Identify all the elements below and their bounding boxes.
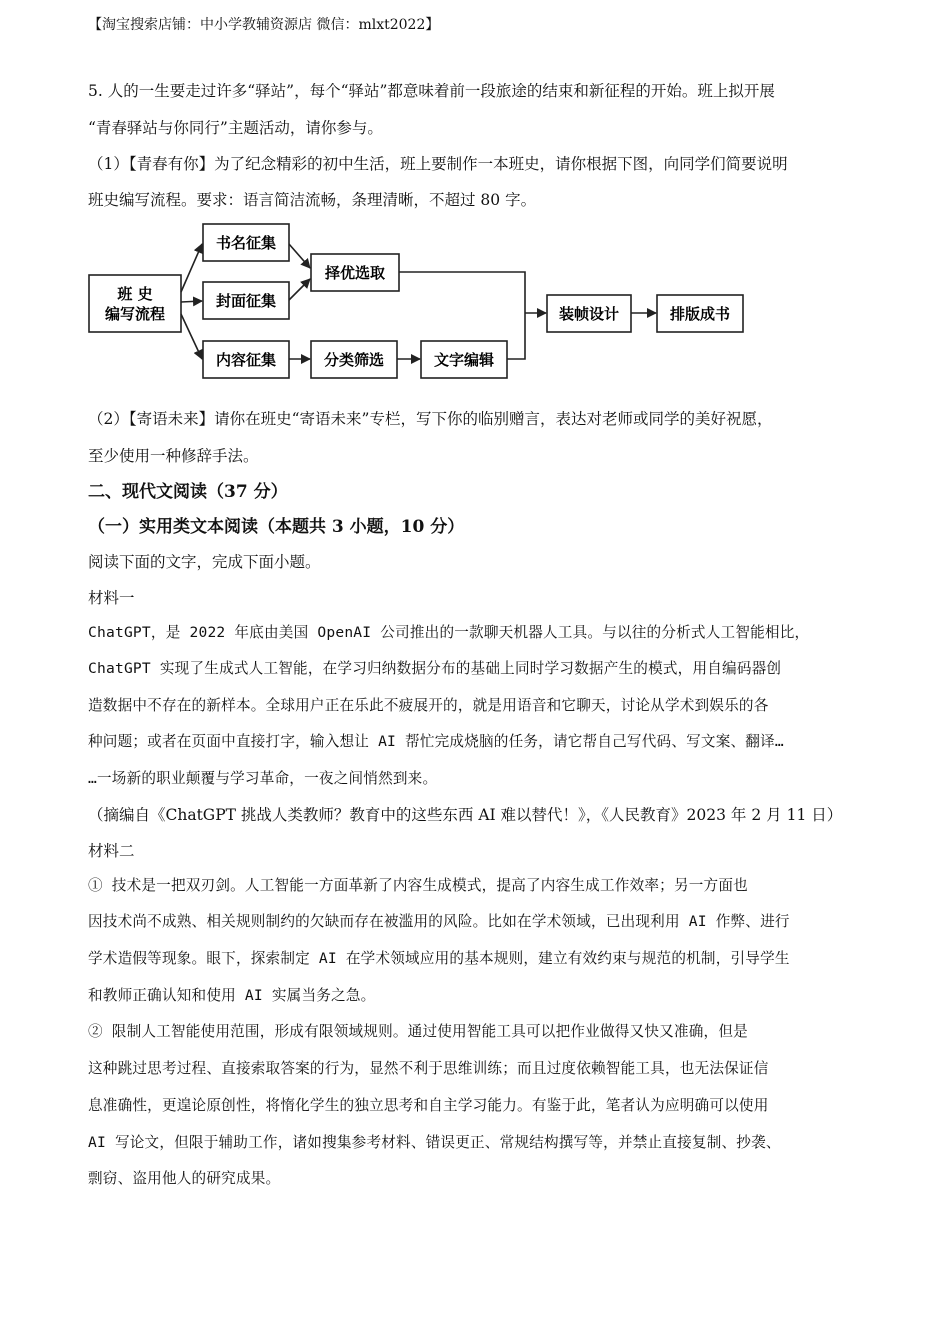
- flow-label-select: 择优选取: [324, 264, 386, 282]
- store-header: 【淘宝搜索店铺：中小学教辅资源店 微信：mlxt2022】: [88, 17, 440, 33]
- material-1-source: （摘编自《ChatGPT 挑战人类教师？教育中的这些东西 AI 难以替代！》，《人民教育》2023 年 2 月 11 日）: [88, 806, 843, 824]
- flow-label-design: 装帧设计: [558, 305, 620, 323]
- material-1-line: 造数据中不存在的新样本。全球用户正在乐此不疲展开的，就是用语音和它聊天，讨论从学术到娱乐的各: [88, 697, 769, 714]
- question-5-intro-line2: “青春驿站与你同行”主题活动，请你参与。: [88, 119, 383, 137]
- flow-label-publish: 排版成书: [669, 305, 731, 323]
- flow-label-edit: 文字编辑: [433, 351, 495, 369]
- subsection-title: （一）实用类文本阅读（本题共 3 小题，10 分）: [88, 517, 465, 537]
- flow-start-box: [89, 275, 181, 332]
- material-1-line: ChatGPT 实现了生成式人工智能，在学习归纳数据分布的基础上同时学习数据产生的模式，用自编码器创: [88, 660, 782, 677]
- material-2-line: 这种跳过思考过程、直接索取答案的行为，显然不利于思维训练；而且过度依赖智能工具，也无法保证信: [88, 1060, 769, 1077]
- reading-instruction: 阅读下面的文字，完成下面小题。: [88, 553, 321, 571]
- flowchart: [85, 220, 750, 385]
- part2-prompt-line2: 至少使用一种修辞手法。: [88, 447, 259, 465]
- material-1-line: 种问题；或者在页面中直接打字，输入想让 AI 帮忙完成烧脑的任务，请它帮自己写代码、写文案、翻译…: [88, 733, 784, 750]
- part2-prompt-line1: （2）【寄语未来】请你在班史“寄语未来”专栏，写下你的临别赠言，表达对老师或同学的美好祝愿，: [88, 410, 773, 428]
- material-2-line: ② 限制人工智能使用范围，形成有限领域规则。通过使用智能工具可以把作业做得又快又准确，但是: [88, 1023, 748, 1040]
- flow-label-cover: 封面征集: [215, 292, 277, 310]
- material-1-label: 材料一: [88, 589, 135, 607]
- part1-prompt-line2: 班史编写流程。要求：语言简洁流畅，条理清晰，不超过 80 字。: [88, 191, 537, 209]
- material-1-line: ChatGPT，是 2022 年底由美国 OpenAI 公司推出的一款聊天机器人工具。与以往的分析式人工智能相比，: [88, 624, 810, 641]
- material-2-line: 学术造假等现象。眼下，探索制定 AI 在学术领域应用的基本规则，建立有效约束与规范的机制，引导学生: [88, 950, 790, 967]
- question-5-intro-line1: 5. 人的一生要走过许多“驿站”，每个“驿站”都意味着前一段旅途的结束和新征程的开始。班上拟开展: [88, 82, 775, 100]
- material-2-line: AI 写论文，但限于辅助工作，诸如搜集参考材料、错误更正、常规结构撰写等，并禁止直接复制、抄袭、: [88, 1134, 781, 1151]
- material-2-line: 因技术尚不成熟、相关规则制约的欠缺而存在被滥用的风险。比如在学术领域，已出现利用 AI 作弊、进行: [88, 913, 790, 930]
- material-1-line: …一场新的职业颠覆与学习革命，一夜之间悄然到来。: [88, 770, 438, 787]
- material-2-label: 材料二: [88, 842, 135, 860]
- part1-prompt-line1: （1）【青春有你】为了纪念精彩的初中生活，班上要制作一本班史，请你根据下图，向同学们简要说明: [88, 155, 788, 173]
- material-2-line: ① 技术是一把双刃剑。人工智能一方面革新了内容生成模式，提高了内容生成工作效率；另一方面也: [88, 877, 748, 894]
- material-2-line: 息准确性，更遑论原创性，将惰化学生的独立思考和自主学习能力。有鉴于此，笔者认为应明确可以使用: [88, 1097, 769, 1114]
- flow-label-book-name: 书名征集: [215, 234, 277, 252]
- material-2-line: 剽窃、盗用他人的研究成果。: [88, 1170, 281, 1187]
- material-2-line: 和教师正确认知和使用 AI 实属当务之急。: [88, 987, 376, 1004]
- flow-start-label-2: 编写流程: [104, 305, 166, 323]
- section-title: 二、现代文阅读（37 分）: [88, 482, 288, 502]
- flow-label-classify: 分类筛选: [323, 351, 385, 369]
- flow-label-content: 内容征集: [215, 351, 277, 369]
- flow-start-label-1: 班 史: [117, 285, 153, 303]
